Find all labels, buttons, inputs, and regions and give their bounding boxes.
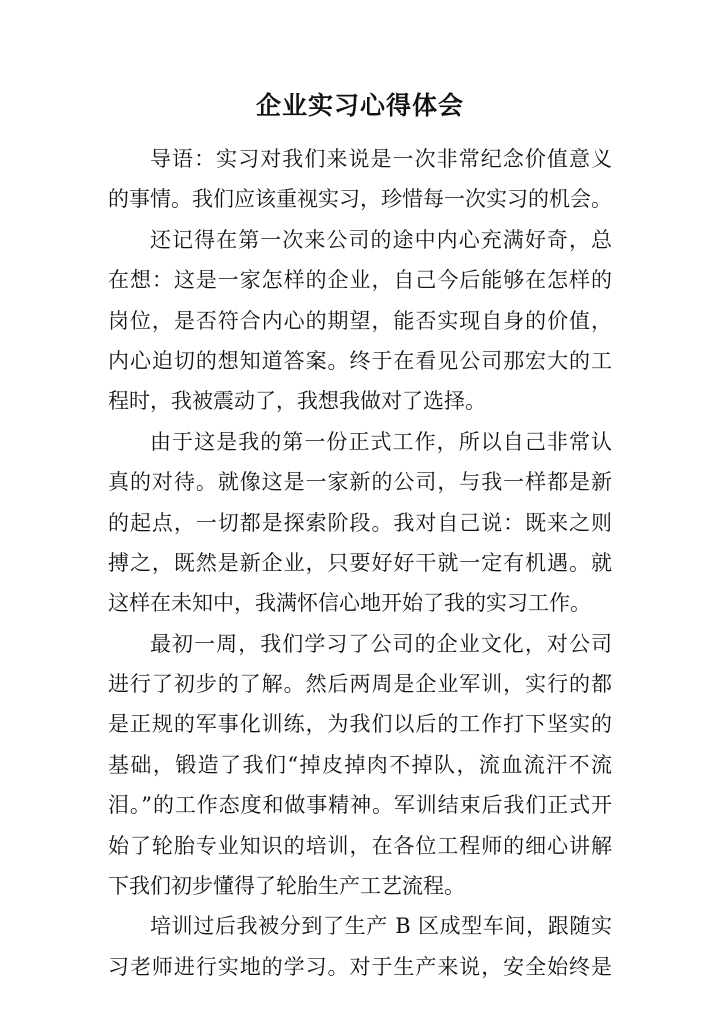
text-line: 这样在未知中，我满怀信心地开始了我的实习工作。 xyxy=(108,591,591,616)
text-line: 导语：实习对我们来说是一次非常纪念价值意义 xyxy=(150,147,612,171)
text-line: 是正规的军事化训练，为我们以后的工作打下坚实的 xyxy=(108,712,612,737)
text-line: 培训过后我被分到了生产 B 区成型车间，跟随实 xyxy=(150,914,612,939)
text-line: 的起点，一切都是探索阶段。我对自己说：既来之则 xyxy=(108,510,612,535)
text-line: 习老师进行实地的学习。对于生产来说，安全始终是 xyxy=(108,954,612,979)
text-line: 最初一周，我们学习了公司的企业文化，对公司 xyxy=(150,631,612,656)
text-line: 程时，我被震动了，我想我做对了选择。 xyxy=(108,389,486,414)
text-line: 进行了初步的了解。然后两周是企业军训，实行的都 xyxy=(108,672,612,697)
text-line: 真的对待。就像这是一家新的公司，与我一样都是新 xyxy=(108,470,612,495)
text-line: 下我们初步懂得了轮胎生产工艺流程。 xyxy=(108,874,465,899)
text-line: 还记得在第一次来公司的途中内心充满好奇，总 xyxy=(150,227,612,252)
text-line: 内心迫切的想知道答案。终于在看见公司那宏大的工 xyxy=(108,348,612,373)
text-line: 在想：这是一家怎样的企业，自己今后能够在怎样的 xyxy=(108,268,612,293)
document-body xyxy=(108,139,612,987)
text-line: 的事情。我们应该重视实习，珍惜每一次实习的机会。 xyxy=(108,187,612,212)
text-line: 由于这是我的第一份正式工作，所以自己非常认 xyxy=(150,429,612,454)
text-line: 搏之，既然是新企业，只要好好干就一定有机遇。就 xyxy=(108,550,612,575)
text-line: 泪。”的工作态度和做事精神。军训结束后我们正式开 xyxy=(108,793,612,818)
document-title: 企业实习心得体会 xyxy=(255,91,464,120)
text-line: 基础，锻造了我们“掉皮掉肉不掉队，流血流汗不流 xyxy=(108,752,612,777)
text-line: 岗位，是否符合内心的期望，能否实现自身的价值， xyxy=(108,308,612,333)
text-line: 始了轮胎专业知识的培训，在各位工程师的细心讲解 xyxy=(108,833,612,858)
